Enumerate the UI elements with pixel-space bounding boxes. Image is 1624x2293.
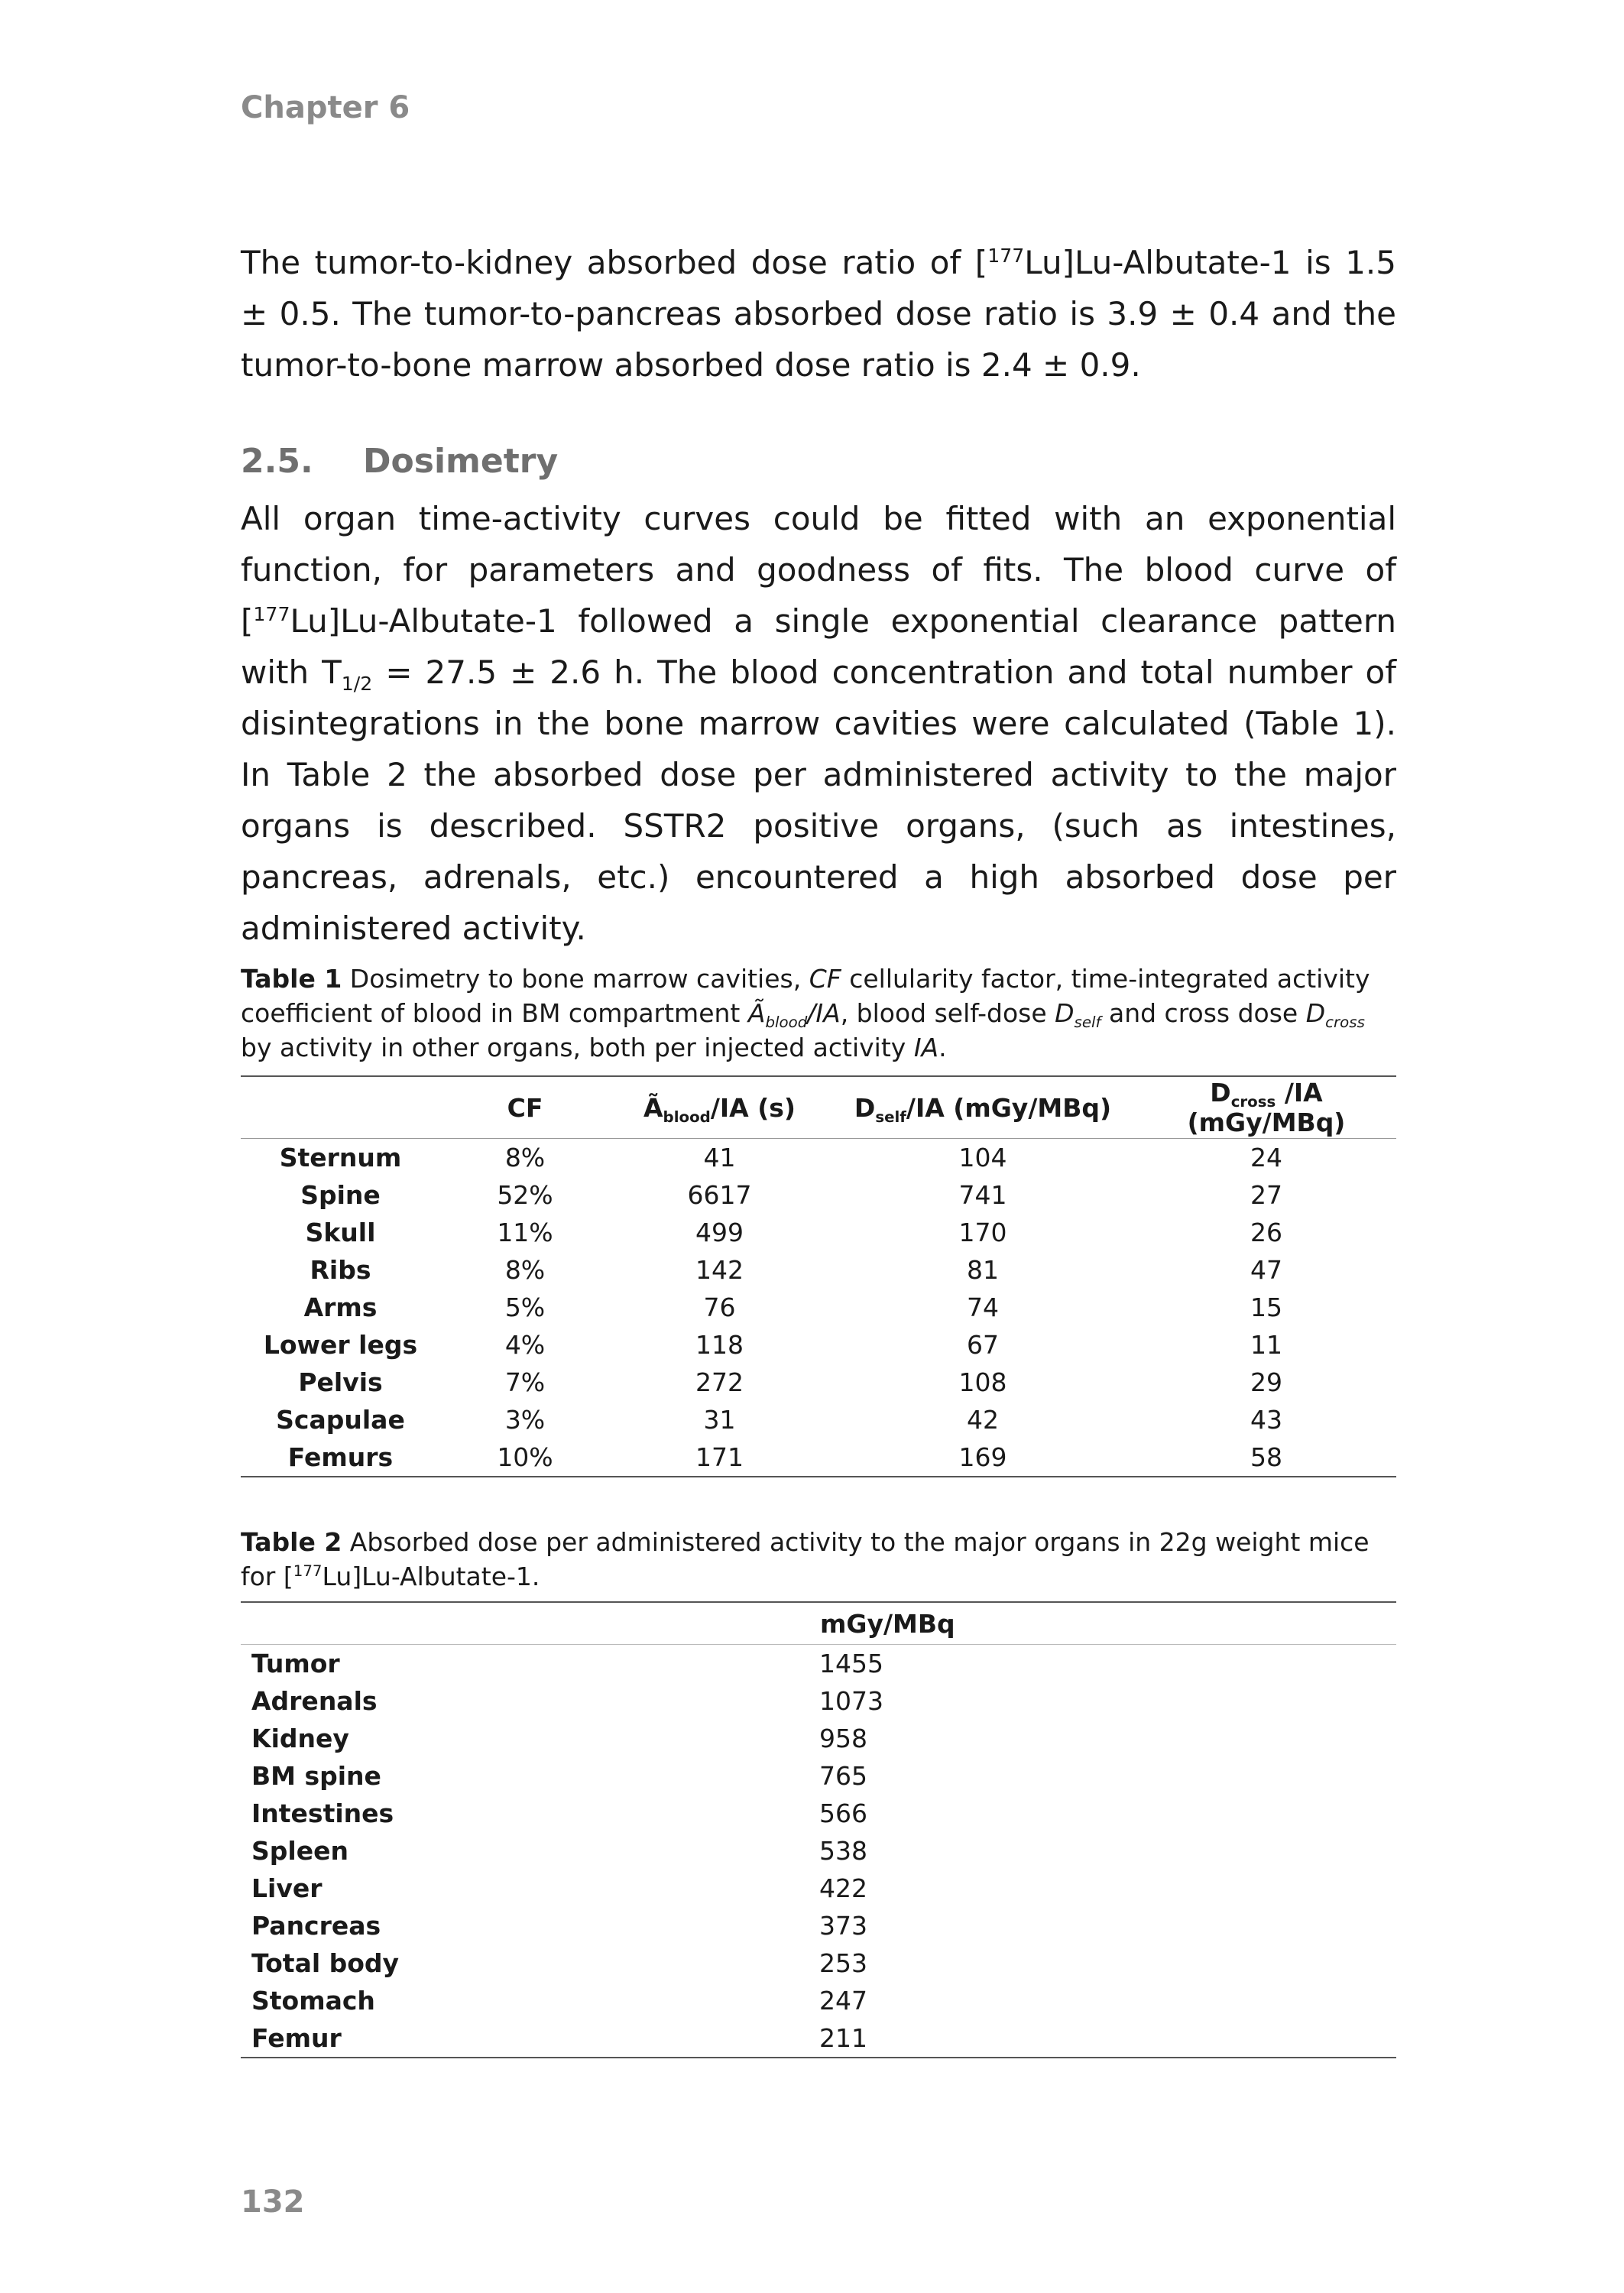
table1-cell-site: Spine: [300, 1180, 381, 1210]
table1-cell-atilde: 272: [695, 1367, 744, 1397]
section-heading: [241, 442, 558, 481]
table1-header-atilde: [610, 1076, 829, 1139]
table1-cell-dself: 170: [958, 1218, 1007, 1247]
table2-cell-organ: Pancreas: [251, 1911, 381, 1941]
table1-cell-dcross: 15: [1250, 1292, 1282, 1322]
table2-cell-organ: BM spine: [251, 1761, 381, 1791]
table2-cell-value: 1455: [819, 1649, 883, 1678]
para2-half-life-subscript: 1/2: [341, 672, 373, 695]
table2-cell-organ: Liver: [251, 1873, 323, 1903]
table2-cell-organ: Stomach: [251, 1986, 375, 2016]
paragraph-dosimetry: [241, 493, 1396, 954]
table1-row: [241, 1326, 1396, 1364]
table1-cell-dself: 81: [967, 1255, 999, 1285]
table2-cell-value: 247: [819, 1986, 867, 2016]
paragraph-dose-ratios: [241, 237, 1396, 391]
para1-text-b: Lu]Lu-Albutate-1 is 1.5 ± 0.5. The tumor-to-pancreas absorbed dose ratio is 3.9 ± 0.4 and the tumor-to-bone marrow absorbed dose ratio is 2.4 ± 0.9.: [241, 244, 1397, 384]
table1-caption-blood-sub: blood: [765, 1013, 808, 1031]
table1-cell-dcross: 43: [1250, 1405, 1282, 1435]
table1-cell-dself: 104: [958, 1143, 1007, 1172]
table2-cell-value: 211: [819, 2019, 1396, 2058]
table2-caption-a: Absorbed dose per administered activity to the major organs in 22g weight mice for [: [241, 1527, 1370, 1591]
table1-row: [241, 1214, 1396, 1251]
section-title: Dosimetry: [363, 442, 559, 481]
table2-caption-isotope: 177: [293, 1562, 323, 1580]
page-number: 132: [241, 2184, 305, 2220]
table2-cell-organ: Femur: [241, 2019, 819, 2058]
table2-header-unit: mGy/MBq: [819, 1602, 1396, 1645]
dcross-sub: cross: [1230, 1092, 1276, 1111]
table1-cell-dself: 169: [829, 1438, 1136, 1477]
table2-row: [241, 2019, 1396, 2058]
table1-cell-dcross: 47: [1250, 1255, 1282, 1285]
table1-cell-site: Skull: [305, 1218, 376, 1247]
table1-cell-site: Lower legs: [263, 1330, 418, 1360]
table2-cell-value: 566: [819, 1798, 867, 1828]
table1-header-dself: [829, 1076, 1136, 1139]
table1-cell-atilde: 499: [695, 1218, 744, 1247]
table2-row: [241, 1795, 1396, 1832]
table1-cell-atilde: 171: [610, 1438, 829, 1477]
table1-label: Table 1: [241, 964, 342, 994]
table2-cell-value: 958: [819, 1724, 867, 1753]
para1-text-a: The tumor-to-kidney absorbed dose ratio of [: [241, 244, 988, 281]
table1-header-empty: [241, 1076, 440, 1139]
table2-caption: [241, 1525, 1396, 1594]
table1-header-cf: CF: [440, 1076, 610, 1139]
table1-caption: [241, 962, 1396, 1065]
table1-cell-dcross: 58: [1136, 1438, 1396, 1477]
table1-cell-atilde: 76: [703, 1292, 736, 1322]
para2-text-b: Lu]Lu-Albutate-1 followed a single exponential clearance pattern with T: [241, 602, 1396, 691]
table1-cell-site: Femurs: [241, 1438, 440, 1477]
table1-cell-cf: 3%: [504, 1405, 546, 1435]
table1-cell-dcross: 27: [1250, 1180, 1282, 1210]
table2-cell-value: 253: [819, 1948, 867, 1978]
table2-cell-value: 538: [819, 1836, 867, 1866]
table1-caption-b: cellularity factor, time-integrated activity coefficient of blood in BM compartment: [241, 964, 1370, 1028]
dself-rest: /IA (mGy/MBq): [906, 1092, 1112, 1123]
section-number: 2.5.: [241, 442, 313, 481]
table1-cell-dcross: 26: [1250, 1218, 1282, 1247]
table1-cell-dself: 67: [967, 1330, 999, 1360]
table1-cell-dself: 74: [967, 1292, 999, 1322]
table1-caption-self-sub: self: [1074, 1013, 1101, 1031]
table2-cell-value: 1073: [819, 1686, 883, 1716]
table2-row: [241, 1870, 1396, 1907]
table2-cell-organ: Total body: [251, 1948, 400, 1978]
table1-cell-atilde: 41: [703, 1143, 736, 1172]
table2-row: [241, 1907, 1396, 1944]
table1-cell-dcross: 11: [1250, 1330, 1282, 1360]
table1-caption-cross-sub: cross: [1325, 1013, 1365, 1031]
table1-bone-marrow-dosimetry: [241, 1075, 1396, 1477]
table2-row: [241, 1982, 1396, 2019]
table2-header-empty: [241, 1602, 819, 1645]
table1-row: [241, 1176, 1396, 1214]
table1-row: [241, 1401, 1396, 1438]
table1-cell-atilde: 118: [695, 1330, 744, 1360]
table1-caption-e: by activity in other organs, both per injected activity: [241, 1033, 914, 1062]
dself-main: D: [854, 1092, 876, 1123]
table2-cell-value: 765: [819, 1761, 867, 1791]
table2-row: [241, 1645, 1396, 1683]
para2-text-a: All organ time-activity curves could be fitted with an exponential function, for parameters and goodness of fits. The blood curve of [: [241, 500, 1396, 640]
table1-cell-atilde: 142: [695, 1255, 744, 1285]
table1-cell-site: Ribs: [310, 1255, 371, 1285]
table1-caption-c: , blood self-dose: [840, 998, 1055, 1028]
dcross-rest: /IA (mGy/MBq): [1187, 1078, 1346, 1137]
table1-cell-cf: 8%: [504, 1255, 546, 1285]
table1-caption-d2: D: [1305, 998, 1326, 1028]
para1-isotope-superscript: 177: [987, 245, 1025, 267]
chapter-header: Chapter 6: [241, 90, 410, 125]
table1-cell-site: Sternum: [279, 1143, 402, 1172]
table1-row: [241, 1289, 1396, 1326]
para2-isotope-superscript: 177: [253, 603, 290, 625]
dself-sub: self: [875, 1108, 906, 1126]
table1-cell-dself: 108: [958, 1367, 1007, 1397]
table1-cell-site: Arms: [303, 1292, 378, 1322]
table1-cell-cf: 11%: [497, 1218, 553, 1247]
table1-cell-dself: 741: [958, 1180, 1007, 1210]
table1-cell-site: Pelvis: [298, 1367, 383, 1397]
table2-label: Table 2: [241, 1527, 342, 1557]
table1-header-row: [241, 1076, 1396, 1139]
table1-caption-ia2: IA: [913, 1033, 939, 1062]
table2-row: [241, 1832, 1396, 1870]
table2-row: [241, 1944, 1396, 1982]
table2-header-row: [241, 1602, 1396, 1645]
table1-caption-a: Dosimetry to bone marrow cavities,: [342, 964, 809, 994]
table1-cell-cf: 4%: [504, 1330, 546, 1360]
table2-row: [241, 1720, 1396, 1757]
table1-cell-cf: 10%: [440, 1438, 610, 1477]
table2-cell-value: 373: [819, 1911, 867, 1941]
table1-cell-dcross: 29: [1250, 1367, 1282, 1397]
table1-cell-cf: 5%: [504, 1292, 546, 1322]
dcross-main: D: [1210, 1078, 1231, 1108]
table2-cell-organ: Spleen: [251, 1836, 348, 1866]
atilde-sub: blood: [663, 1108, 711, 1126]
table2-cell-organ: Tumor: [251, 1649, 340, 1678]
table1-header-dcross: [1136, 1076, 1396, 1139]
table2-cell-value: 422: [819, 1873, 867, 1903]
table1-caption-atilde: Ã: [747, 998, 766, 1028]
table1-cell-site: Scapulae: [276, 1405, 405, 1435]
table1-cell-cf: 7%: [504, 1367, 546, 1397]
table1-caption-ia1: /IA: [807, 998, 841, 1028]
atilde-rest: /IA (s): [710, 1092, 796, 1123]
table1-cell-cf: 52%: [497, 1180, 553, 1210]
table1-caption-cf: CF: [809, 964, 841, 994]
table1-row: [241, 1438, 1396, 1477]
table1-cell-dcross: 24: [1250, 1143, 1282, 1172]
table2-row: [241, 1757, 1396, 1795]
table1-row: [241, 1364, 1396, 1401]
para2-text-c: = 27.5 ± 2.6 h. The blood concentration and total number of disintegrations in the bone marrow cavities were calculated (Table 1). In Table 2 the absorbed dose per administered activity to the major organs is described. SSTR2 positive organs, (such as intestines, pancreas, adrenals, etc.) encountered a high absorbed dose per administered activity.: [241, 654, 1396, 947]
table1-cell-dself: 42: [967, 1405, 999, 1435]
table1-row: [241, 1139, 1396, 1177]
table1-cell-atilde: 31: [703, 1405, 736, 1435]
table1-cell-cf: 8%: [504, 1143, 546, 1172]
table1-caption-d: and cross dose: [1100, 998, 1306, 1028]
table1-caption-f: .: [938, 1033, 947, 1062]
table2-row: [241, 1682, 1396, 1720]
table1-cell-atilde: 6617: [687, 1180, 752, 1210]
table2-organ-absorbed-dose: [241, 1601, 1396, 2058]
table2-cell-organ: Intestines: [251, 1798, 394, 1828]
table1-caption-d1: D: [1055, 998, 1075, 1028]
table2-cell-organ: Kidney: [251, 1724, 349, 1753]
table2-cell-organ: Adrenals: [251, 1686, 378, 1716]
table1-row: [241, 1251, 1396, 1289]
atilde-main: Ã: [643, 1092, 663, 1123]
table2-caption-b: Lu]Lu-Albutate-1.: [322, 1562, 540, 1591]
